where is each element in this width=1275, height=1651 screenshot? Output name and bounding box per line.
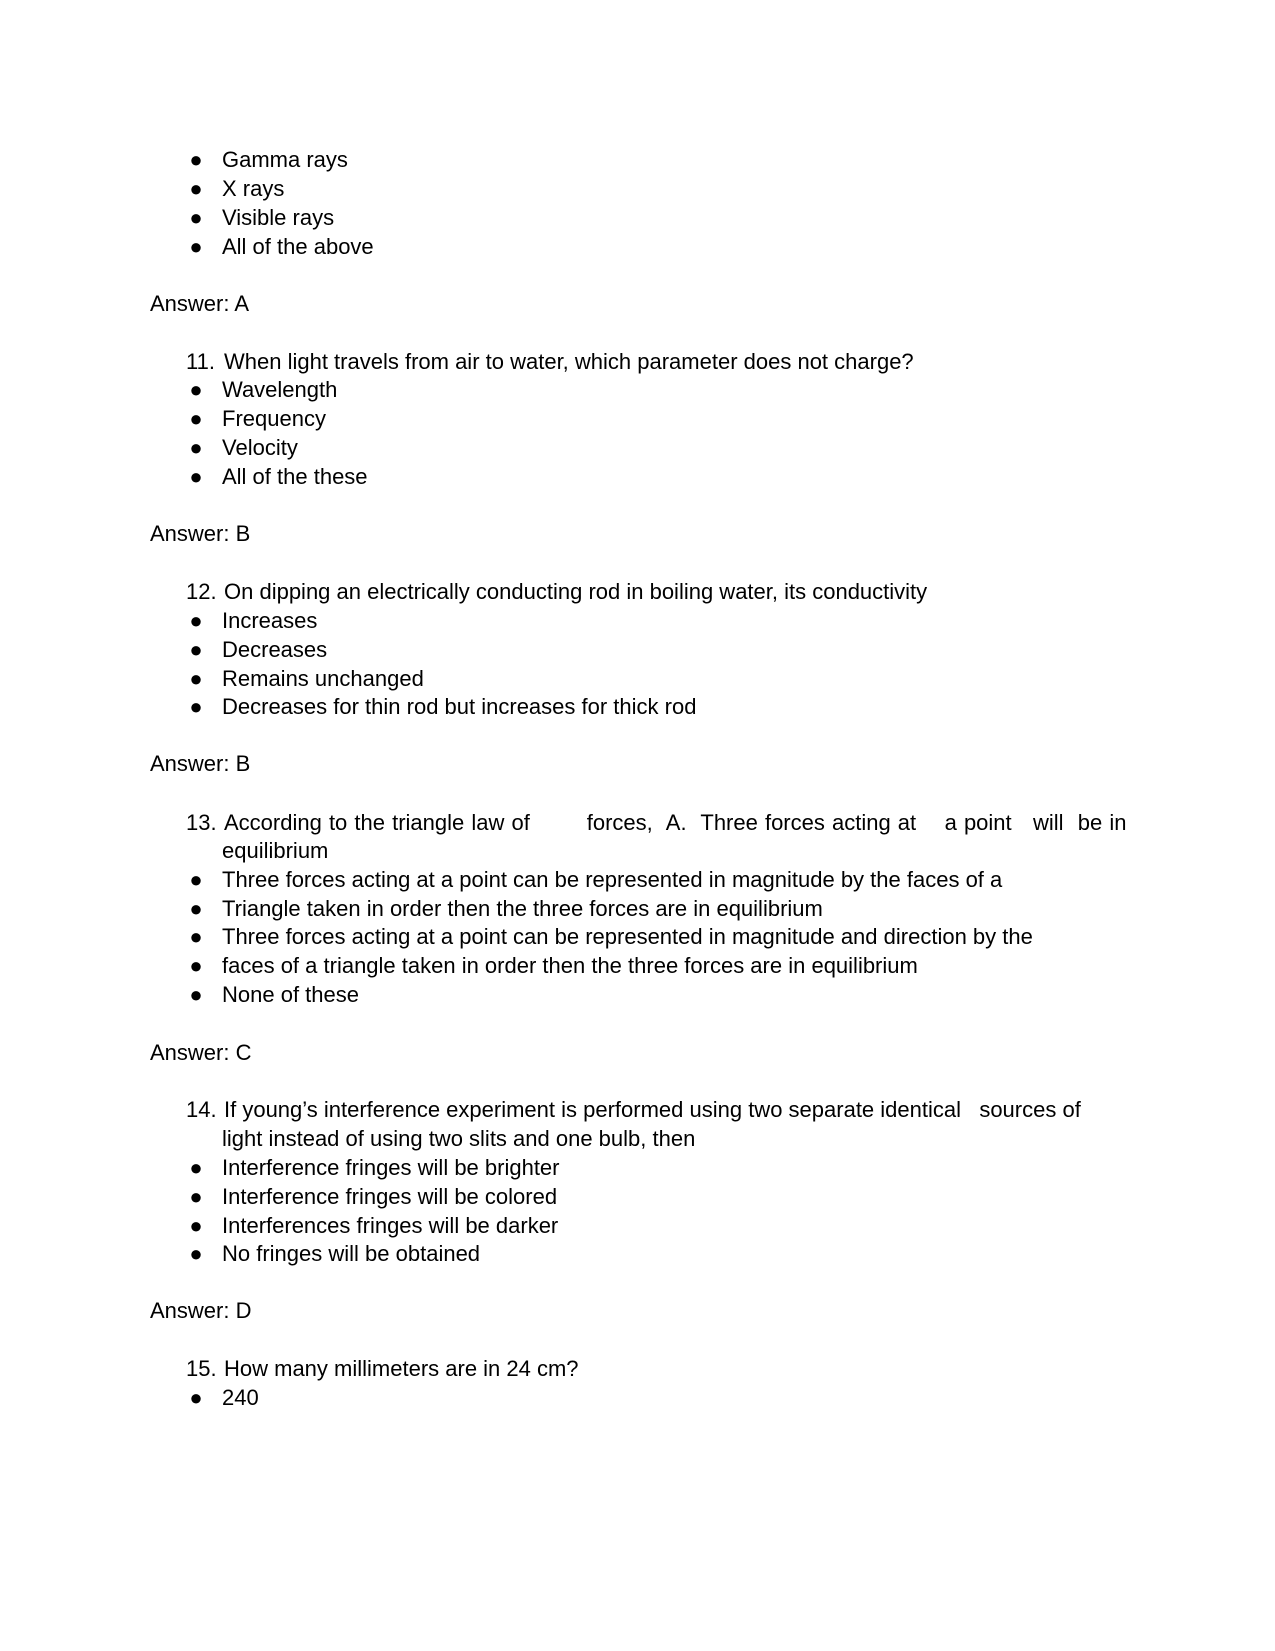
bullet-icon: ● xyxy=(189,1155,203,1180)
question-text-continued: equilibrium xyxy=(222,838,329,863)
answer-text: Answer: A xyxy=(150,291,250,316)
bullet-icon: ● xyxy=(189,896,203,921)
bullet-icon: ● xyxy=(189,637,203,662)
option-text: faces of a triangle taken in order then the three forces are in equilibrium xyxy=(222,953,918,978)
question-number: 15. xyxy=(186,1356,217,1381)
option-text: X rays xyxy=(222,176,285,201)
option-text: Wavelength xyxy=(222,377,338,402)
bullet-icon: ● xyxy=(189,176,203,201)
answer-text: Answer: B xyxy=(150,521,251,546)
bullet-icon: ● xyxy=(189,435,203,460)
option-text: Frequency xyxy=(222,406,326,431)
bullet-icon: ● xyxy=(189,377,203,402)
question-text: According to the triangle law of forces, A. Three forces acting at a point will be in xyxy=(224,810,1127,835)
option-text: None of these xyxy=(222,982,359,1007)
option-text: Interference fringes will be brighter xyxy=(222,1155,560,1180)
answer-text: Answer: D xyxy=(150,1298,252,1323)
question-text: When light travels from air to water, which parameter does not charge? xyxy=(224,349,914,374)
option-text: Interferences fringes will be darker xyxy=(222,1213,559,1238)
bullet-icon: ● xyxy=(189,982,203,1007)
option-text: Visible rays xyxy=(222,205,335,230)
option-text: All of the above xyxy=(222,234,374,259)
option-text: Velocity xyxy=(222,435,298,460)
question-number: 13. xyxy=(186,810,217,835)
bullet-icon: ● xyxy=(189,694,203,719)
option-text: Increases xyxy=(222,608,318,633)
option-text: Three forces acting at a point can be represented in magnitude and direction by the xyxy=(222,924,1033,949)
option-text: Three forces acting at a point can be represented in magnitude by the faces of a xyxy=(222,867,1003,892)
option-text: Gamma rays xyxy=(222,147,348,172)
option-text: Interference fringes will be colored xyxy=(222,1184,558,1209)
question-text: How many millimeters are in 24 cm? xyxy=(224,1356,579,1381)
bullet-icon: ● xyxy=(189,1241,203,1266)
bullet-icon: ● xyxy=(189,1184,203,1209)
question-text: On dipping an electrically conducting rod in boiling water, its conductivity xyxy=(224,579,928,604)
bullet-icon: ● xyxy=(189,867,203,892)
option-text: 240 xyxy=(222,1385,259,1410)
option-text: Decreases xyxy=(222,637,328,662)
question-number: 12. xyxy=(186,579,217,604)
question-text-continued: light instead of using two slits and one bulb, then xyxy=(222,1126,696,1151)
bullet-icon: ● xyxy=(189,666,203,691)
bullet-icon: ● xyxy=(189,1213,203,1238)
option-text: All of the these xyxy=(222,464,368,489)
answer-text: Answer: C xyxy=(150,1040,252,1065)
option-text: Decreases for thin rod but increases for thick rod xyxy=(222,694,697,719)
question-number: 11. xyxy=(186,349,215,374)
bullet-icon: ● xyxy=(189,147,203,172)
option-text: Remains unchanged xyxy=(222,666,424,691)
bullet-icon: ● xyxy=(189,953,203,978)
question-text: If young’s interference experiment is performed using two separate identical sources of xyxy=(224,1097,1081,1122)
question-number: 14. xyxy=(186,1097,217,1122)
bullet-icon: ● xyxy=(189,406,203,431)
bullet-icon: ● xyxy=(189,924,203,949)
option-text: No fringes will be obtained xyxy=(222,1241,481,1266)
bullet-icon: ● xyxy=(189,608,203,633)
answer-text: Answer: B xyxy=(150,751,251,776)
bullet-icon: ● xyxy=(189,464,203,489)
bullet-icon: ● xyxy=(189,234,203,259)
option-text: Triangle taken in order then the three forces are in equilibrium xyxy=(222,896,823,921)
bullet-icon: ● xyxy=(189,205,203,230)
bullet-icon: ● xyxy=(189,1385,203,1410)
